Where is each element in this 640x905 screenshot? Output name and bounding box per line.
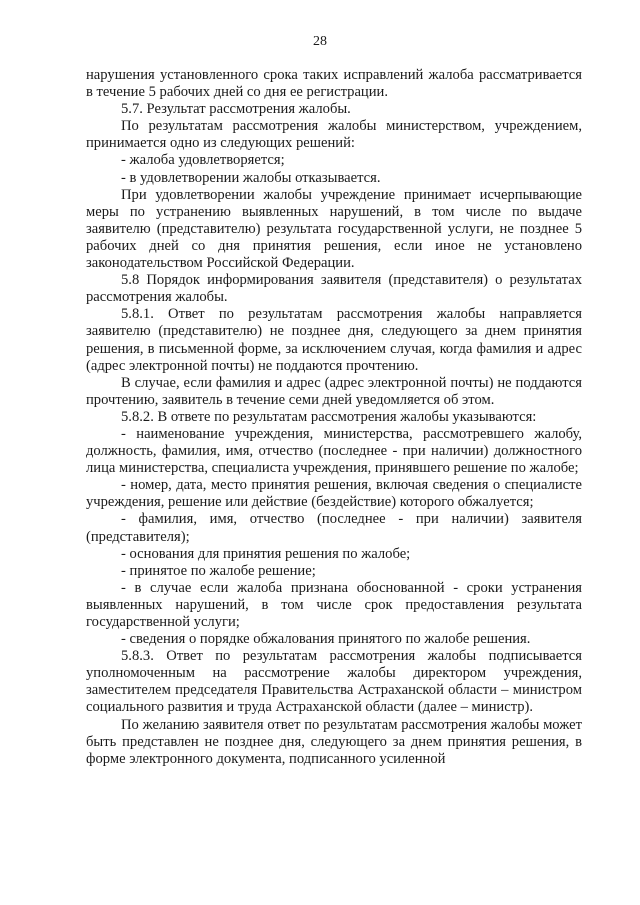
list-item: - в удовлетворении жалобы отказывается. [121,169,381,186]
body-text [86,67,582,768]
paragraph: По результатам рассмотрения жалобы министерством, учреждением, принимается одно из следующих решений: [86,118,582,152]
paragraph: По желанию заявителя ответ по результатам рассмотрения жалобы может быть представлен не позднее дня, следующего за днем принятия решения, в форме электронного документа, подписанного усиленной [86,716,582,767]
paragraph: При удовлетворении жалобы учреждение принимает исчерпывающие меры по устранению выявленных нарушений, в том числе по выдаче заявителю (представителю) результата государственной услуги, не позднее 5 рабочих дней со дня принятия решения, если иное не установлено законодательством Российской Федерации. [86,186,582,272]
list-item: - основания для принятия решения по жалобе; [121,545,411,562]
page-number: 28 [313,34,327,49]
list-item: - принятое по жалобе решение; [121,562,316,579]
paragraph: 5.8.2. В ответе по результатам рассмотрения жалобы указываются: [121,408,537,425]
paragraph: В случае, если фамилия и адрес (адрес электронной почты) не поддаются прочтению, заявитель в течение семи дней уведомляется об этом. [86,374,582,408]
list-item: - жалоба удовлетворяется; [121,152,285,169]
list-item: - номер, дата, место принятия решения, включая сведения о специалисте учреждения, решение или действие (бездействие) которого обжалуется; [86,477,582,511]
paragraph: 5.8.3. Ответ по результатам рассмотрения жалобы подписывается уполномоченным на рассмотрение жалобы директором учреждения, заместителем председателя Правительства Астраханской области – министром социального развития и труда Астраханской области (далее – министр). [86,648,582,716]
paragraph: 5.8.1. Ответ по результатам рассмотрения жалобы направляется заявителю (представителю) не позднее дня, следующего за днем принятия решения, в письменной форме, за исключением случая, когда фамилия и адрес (адрес электронной почты) не поддаются прочтению. [86,306,582,374]
list-item: - в случае если жалоба признана обоснованной - сроки устранения выявленных нарушений, в том числе срок предоставления результата государственной услуги; [86,579,582,630]
section-heading: 5.7. Результат рассмотрения жалобы. [121,101,351,118]
section-heading: 5.8 Порядок информирования заявителя (представителя) о результатах рассмотрения жалобы. [86,272,582,306]
list-item: - наименование учреждения, министерства, рассмотревшего жалобу, должность, фамилия, имя, отчество (последнее - при наличии) должностного лица министерства, специалиста учреждения, принявшего решение по жалобе; [86,425,582,477]
paragraph: нарушения установленного срока таких исправлений жалоба рассматривается в течение 5 рабочих дней со дня ее регистрации. [86,67,582,101]
list-item: - фамилия, имя, отчество (последнее - при наличии) заявителя (представителя); [86,511,582,545]
list-item: - сведения о порядке обжалования принятого по жалобе решения. [121,631,531,648]
